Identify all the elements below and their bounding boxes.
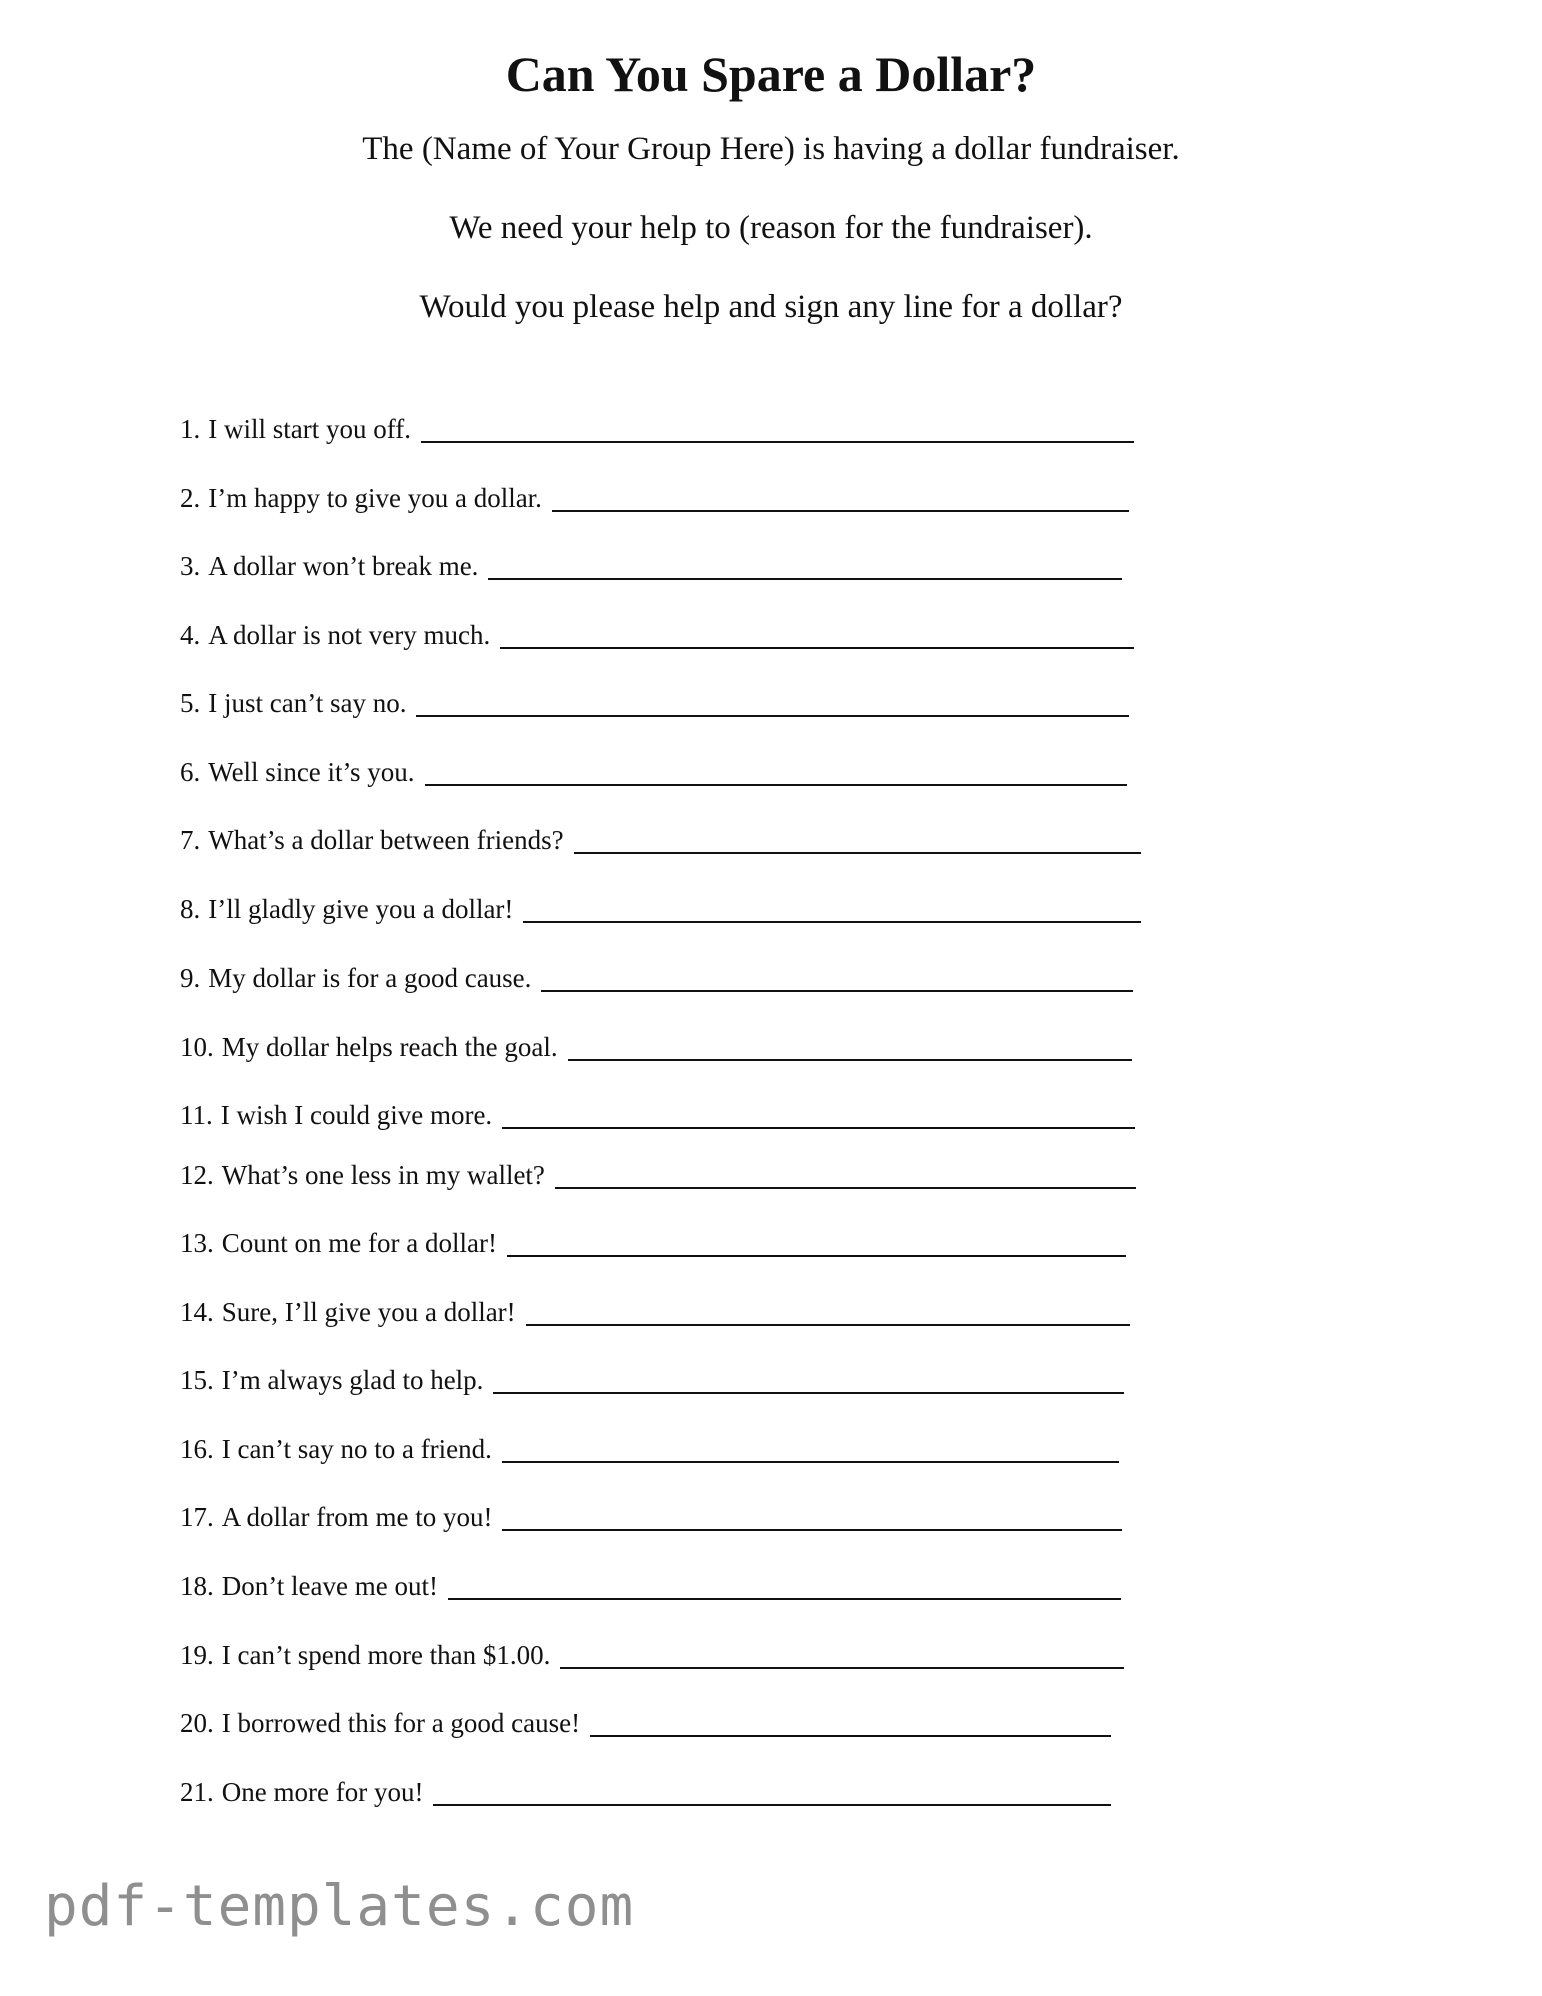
signup-row: [180, 1357, 1124, 1397]
signup-row: [180, 1563, 1121, 1603]
signup-number: 14.: [180, 1297, 214, 1327]
signature-line[interactable]: [500, 619, 1134, 649]
signature-line[interactable]: [555, 1159, 1136, 1189]
signup-text: I borrowed this for a good cause!: [221, 1708, 581, 1738]
signup-text: Don’t leave me out!: [221, 1571, 438, 1601]
signup-text: A dollar won’t break me.: [208, 551, 479, 581]
signup-row: [180, 1024, 1132, 1064]
signup-text: My dollar is for a good cause.: [208, 963, 532, 993]
signup-text: I will start you off.: [208, 414, 411, 444]
signup-row: [180, 1152, 1136, 1192]
signature-line[interactable]: [560, 1639, 1124, 1669]
signature-line[interactable]: [507, 1227, 1126, 1257]
signature-line[interactable]: [493, 1364, 1124, 1394]
signup-text: I wish I could give more.: [220, 1100, 493, 1130]
signup-number: 9.: [180, 963, 201, 993]
signup-number: 1.: [180, 414, 201, 444]
signup-text: Sure, I’ll give you a dollar!: [221, 1297, 516, 1327]
signup-row: [180, 1426, 1119, 1466]
signup-text: I can’t say no to a friend.: [221, 1434, 492, 1464]
watermark: pdf-templates.com: [44, 1874, 635, 1939]
signature-line[interactable]: [433, 1776, 1111, 1806]
signature-line[interactable]: [502, 1501, 1122, 1531]
signup-number: 20.: [180, 1708, 214, 1738]
signup-number: 17.: [180, 1502, 214, 1532]
signup-number: 13.: [180, 1228, 214, 1258]
signature-line[interactable]: [425, 756, 1127, 786]
signup-number: 12.: [180, 1160, 214, 1190]
signup-number: 3.: [180, 551, 201, 581]
signup-row: [180, 612, 1134, 652]
signup-row: [180, 1220, 1126, 1260]
signup-text: What’s one less in my wallet?: [221, 1160, 545, 1190]
signup-number: 2.: [180, 483, 201, 513]
signup-text: Well since it’s you.: [208, 757, 415, 787]
signup-number: 10.: [180, 1032, 214, 1062]
signup-row: [180, 1289, 1130, 1329]
signup-text: Count on me for a dollar!: [221, 1228, 497, 1258]
signup-number: 15.: [180, 1365, 214, 1395]
signup-number: 18.: [180, 1571, 214, 1601]
signature-line[interactable]: [541, 962, 1133, 992]
signature-line[interactable]: [421, 413, 1134, 443]
signup-text: A dollar from me to you!: [221, 1502, 493, 1532]
signup-number: 5.: [180, 688, 201, 718]
signup-row: [180, 1632, 1124, 1672]
signup-row: [180, 1092, 1135, 1132]
page-title: Can You Spare a Dollar?: [505, 46, 1037, 102]
signature-line[interactable]: [448, 1570, 1121, 1600]
signature-line[interactable]: [502, 1099, 1135, 1129]
signup-row: [180, 817, 1141, 857]
signature-line[interactable]: [523, 893, 1141, 923]
signup-row: [180, 749, 1127, 789]
signature-line[interactable]: [590, 1707, 1111, 1737]
signup-row: [180, 1769, 1111, 1809]
signature-line[interactable]: [574, 824, 1141, 854]
signup-text: I can’t spend more than $1.00.: [221, 1640, 551, 1670]
signup-text: I’m happy to give you a dollar.: [208, 483, 542, 513]
intro-line-request: Would you please help and sign any line for a dollar?: [419, 289, 1123, 325]
signup-row: [180, 1700, 1111, 1740]
signup-text: I’m always glad to help.: [221, 1365, 484, 1395]
signature-line[interactable]: [502, 1433, 1119, 1463]
signup-row: [180, 543, 1122, 583]
signup-text: A dollar is not very much.: [208, 620, 491, 650]
signup-number: 11.: [180, 1100, 213, 1130]
signature-line[interactable]: [488, 550, 1122, 580]
signup-number: 4.: [180, 620, 201, 650]
signup-text: I just can’t say no.: [208, 688, 407, 718]
signup-number: 7.: [180, 825, 201, 855]
signup-number: 19.: [180, 1640, 214, 1670]
signup-text: One more for you!: [221, 1777, 424, 1807]
intro-line-reason: We need your help to (reason for the fundraiser).: [449, 210, 1093, 246]
signup-text: I’ll gladly give you a dollar!: [208, 894, 514, 924]
signup-number: 16.: [180, 1434, 214, 1464]
signup-text: My dollar helps reach the goal.: [221, 1032, 558, 1062]
signature-line[interactable]: [568, 1031, 1132, 1061]
signup-text: What’s a dollar between friends?: [208, 825, 564, 855]
signup-row: [180, 1494, 1122, 1534]
intro-line-group: The (Name of Your Group Here) is having a dollar fundraiser.: [362, 131, 1180, 167]
signup-row: [180, 406, 1134, 446]
signup-number: 6.: [180, 757, 201, 787]
signature-line[interactable]: [526, 1296, 1130, 1326]
signature-line[interactable]: [552, 482, 1129, 512]
signup-row: [180, 955, 1133, 995]
signup-row: [180, 475, 1129, 515]
signup-number: 21.: [180, 1777, 214, 1807]
signup-row: [180, 680, 1129, 720]
signup-row: [180, 886, 1141, 926]
signup-number: 8.: [180, 894, 201, 924]
signature-line[interactable]: [416, 687, 1129, 717]
